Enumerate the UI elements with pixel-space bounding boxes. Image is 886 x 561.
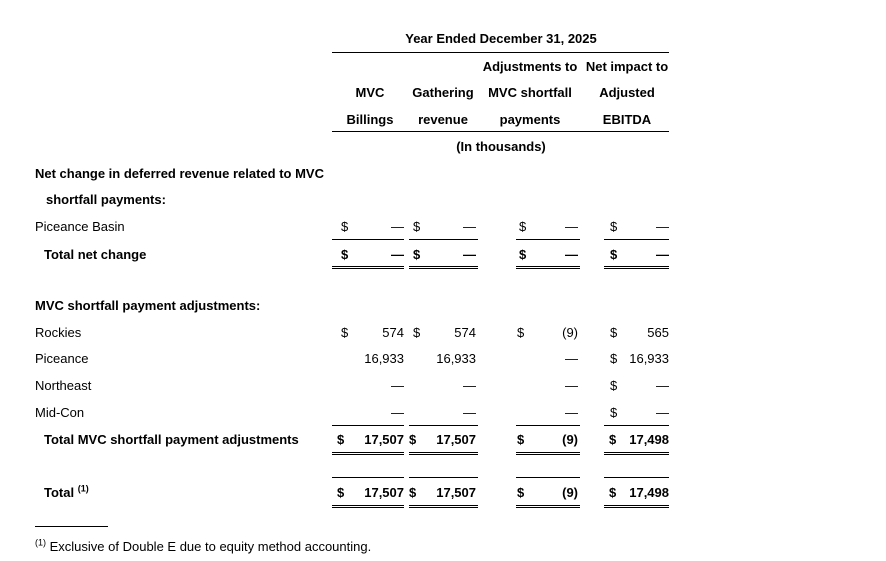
col4-value: — [656, 378, 669, 393]
col3-value: (9) [562, 485, 578, 500]
col4-currency: $ [610, 219, 618, 234]
col1-value: 16,933 [364, 351, 404, 366]
footnote-marker: (1) [77, 483, 89, 494]
col2-currency: $ [409, 432, 417, 447]
row-rule [332, 239, 404, 240]
col3-header-line2: MVC shortfall [488, 85, 572, 100]
col4-currency: $ [610, 325, 618, 340]
row-label: Mid-Con [35, 405, 85, 420]
col1-value: — [391, 405, 404, 420]
double-rule [604, 505, 669, 508]
row-rule [516, 425, 580, 426]
col3-currency: $ [519, 247, 527, 262]
col1-currency: $ [341, 219, 349, 234]
col4-currency: $ [610, 378, 618, 393]
row-label: Total net change [44, 247, 147, 262]
col4-currency: $ [610, 247, 618, 262]
col3-value: — [565, 405, 578, 420]
double-rule [332, 266, 404, 269]
row-label: Total $^{(1)}$ [44, 483, 89, 500]
col1-currency: $ [337, 485, 345, 500]
double-rule [516, 505, 580, 508]
col1-header-line2: Billings [346, 112, 394, 127]
double-rule [604, 452, 669, 455]
row-rule [409, 425, 478, 426]
col1-value: 17,507 [364, 485, 404, 500]
row-rule [604, 477, 669, 478]
col3-currency: $ [517, 432, 525, 447]
col2-currency: $ [413, 325, 421, 340]
deferred-section-title: Net change in deferred revenue related to MVC [35, 166, 324, 181]
col2-value: — [463, 378, 476, 393]
row-label: Total MVC shortfall payment adjustments [44, 432, 299, 447]
col1-value: 574 [382, 325, 404, 340]
col4-value: 17,498 [629, 485, 669, 500]
row-label: Piceance [35, 351, 89, 366]
col3-value: — [565, 351, 578, 366]
row-label: Rockies [35, 325, 82, 340]
double-rule [409, 452, 478, 455]
col3-value: (9) [562, 325, 578, 340]
col1-value: — [391, 219, 404, 234]
period-rule [332, 52, 669, 53]
footnote-marker: (1) [35, 537, 46, 548]
col3-currency: $ [517, 485, 525, 500]
col1-currency: $ [341, 325, 349, 340]
col4-currency: $ [610, 405, 618, 420]
col1-value: — [391, 378, 404, 393]
col1-currency: $ [341, 247, 349, 262]
col2-value: — [463, 405, 476, 420]
col2-header-line1: Gathering [412, 85, 474, 100]
col3-currency: $ [517, 325, 525, 340]
col3-value: — [565, 247, 578, 262]
col1-header-line1: MVC [355, 85, 385, 100]
row-rule [516, 477, 580, 478]
period-heading: Year Ended December 31, 2025 [405, 31, 597, 46]
col4-currency: $ [609, 432, 617, 447]
col1-value: — [391, 247, 404, 262]
row-rule [332, 425, 404, 426]
row-rule [604, 425, 669, 426]
header-rule [332, 131, 669, 132]
col3-header-line3: payments [499, 112, 561, 127]
footnote-text: Exclusive of Double E due to equity method accounting. [49, 539, 372, 554]
row-rule [409, 239, 478, 240]
col2-currency: $ [413, 219, 421, 234]
col2-value: — [463, 247, 476, 262]
col4-header-line1: Net impact to [585, 59, 669, 74]
col4-value: — [656, 247, 669, 262]
double-rule [604, 266, 669, 269]
col4-value: — [656, 219, 669, 234]
double-rule [409, 266, 478, 269]
col2-value: 17,507 [436, 485, 476, 500]
row-rule [604, 239, 669, 240]
col2-header-line2: revenue [418, 112, 468, 127]
row-rule [409, 477, 478, 478]
adjustments-section-title: MVC shortfall payment adjustments: [35, 298, 261, 313]
double-rule [332, 452, 404, 455]
col4-value: 565 [647, 325, 669, 340]
footnote [35, 539, 371, 555]
row-rule [516, 239, 580, 240]
col2-currency: $ [409, 485, 417, 500]
col3-currency: $ [519, 219, 527, 234]
col1-value: 17,507 [364, 432, 404, 447]
double-rule [332, 505, 404, 508]
double-rule [516, 266, 580, 269]
units-label: (In thousands) [456, 139, 546, 154]
row-label: Piceance Basin [35, 219, 125, 234]
col4-value: 17,498 [629, 432, 669, 447]
col2-value: — [463, 219, 476, 234]
col4-currency: $ [610, 351, 618, 366]
footnote-separator [35, 526, 108, 527]
col4-header-line2: Adjusted [599, 85, 655, 100]
col4-value: — [656, 405, 669, 420]
col2-value: 574 [454, 325, 476, 340]
double-rule [409, 505, 478, 508]
col2-value: 16,933 [436, 351, 476, 366]
double-rule [516, 452, 580, 455]
col4-header-line3: EBITDA [602, 112, 652, 127]
col2-value: 17,507 [436, 432, 476, 447]
col3-header-line1: Adjustments to [482, 59, 578, 74]
deferred-section-title-cont: shortfall payments: [46, 192, 166, 207]
col3-value: — [565, 219, 578, 234]
col4-value: 16,933 [629, 351, 669, 366]
col3-value: (9) [562, 432, 578, 447]
row-rule [332, 477, 404, 478]
col1-currency: $ [337, 432, 345, 447]
col2-currency: $ [413, 247, 421, 262]
row-label: Northeast [35, 378, 92, 393]
col4-currency: $ [609, 485, 617, 500]
col3-value: — [565, 378, 578, 393]
